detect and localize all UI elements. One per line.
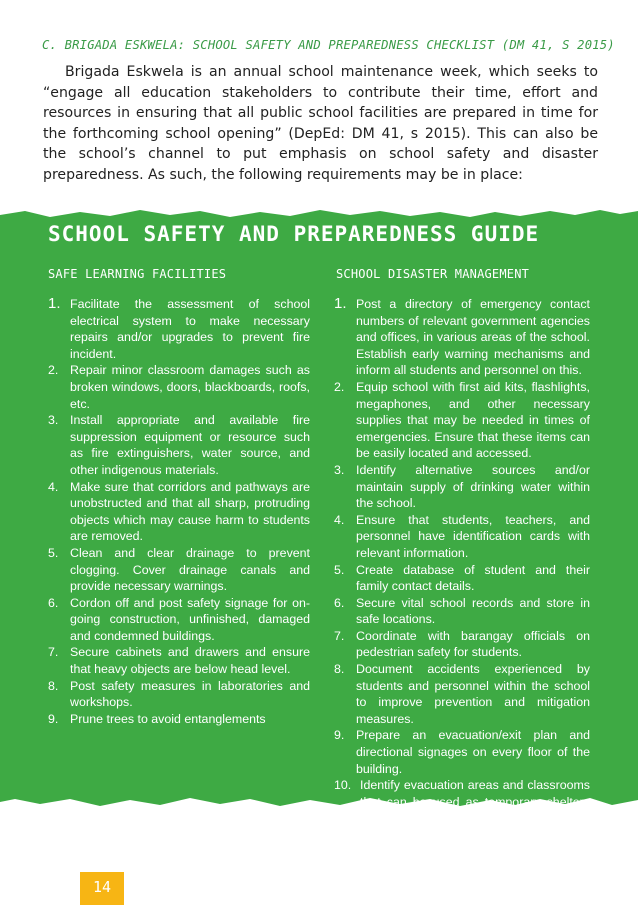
list-item (334, 777, 590, 827)
list-item (48, 678, 310, 711)
safe-facilities-list (48, 296, 310, 727)
right-column-heading: SCHOOL DISASTER MANAGEMENT (336, 267, 530, 281)
item-text: Facilitate the assessment of school electrical system to make necessary repairs and/or upgrades to prevent fire incident. (70, 297, 310, 361)
list-item (334, 379, 590, 462)
item-text: Ensure that students, teachers, and personnel have identification cards with relevant information. (356, 512, 590, 560)
item-number: 4. (48, 479, 59, 494)
item-number: 3. (48, 413, 59, 428)
list-item (334, 628, 590, 661)
left-column-heading: SAFE LEARNING FACILITIES (48, 267, 227, 281)
list-item (48, 296, 310, 362)
item-number: 9. (334, 728, 345, 743)
list-item (48, 644, 310, 677)
item-text: Cordon off and post safety signage for on-going construction, unfinished, damaged and condemned buildings. (70, 595, 310, 643)
item-number: 2. (334, 379, 345, 394)
item-number: 5. (334, 562, 345, 577)
list-item (334, 661, 590, 727)
list-item (48, 711, 310, 728)
item-number: 1. (334, 295, 347, 312)
list-item (48, 479, 310, 545)
list-item (334, 562, 590, 595)
page-number-tab (80, 872, 124, 905)
list-item (48, 362, 310, 412)
page-number: 14 (92, 878, 112, 896)
list-item (48, 595, 310, 645)
item-text: Post a directory of emergency contact numbers of relevant government agencies and offices, in various areas of the school. Establish early warning mechanisms and inform all students and personnel on this. (356, 297, 590, 378)
list-item (334, 727, 590, 777)
item-text: Document accidents experienced by students and personnel within the school to improve prevention and mitigation measures. (356, 662, 590, 726)
item-text: Prune trees to avoid entanglements (70, 711, 266, 726)
item-text: Equip school with first aid kits, flashlights, megaphones, and other necessary supplies that may be needed in times of emergencies. Ensure that these items can be easily located and accessed. (356, 379, 590, 461)
item-text: Secure vital school records and store in safe locations. (356, 595, 590, 627)
item-text: Post safety measures in laboratories and workshops. (70, 678, 310, 710)
item-text: Identify alternative sources and/or maintain supply of drinking water within the school. (356, 462, 590, 511)
item-text: Coordinate with barangay officials on pedestrian safety for students. (356, 628, 590, 660)
disaster-management-list (334, 296, 590, 827)
item-number: 9. (48, 711, 59, 726)
list-item (334, 462, 590, 512)
item-number: 8. (334, 662, 345, 677)
guide-title: SCHOOL SAFETY AND PREPAREDNESS GUIDE (48, 222, 540, 246)
list-item (334, 512, 590, 562)
item-number: 7. (334, 628, 345, 643)
item-text: Secure cabinets and drawers and ensure that heavy objects are below head level. (70, 645, 310, 677)
item-number: 3. (334, 462, 345, 477)
item-number: 10. (334, 778, 352, 793)
item-number: 2. (48, 363, 59, 378)
list-item (334, 595, 590, 628)
item-number: 5. (48, 545, 59, 560)
list-item (48, 545, 310, 595)
item-number: 7. (48, 645, 59, 660)
section-title: C. BRIGADA ESKWELA: SCHOOL SAFETY AND PREPAREDNESS CHECKLIST (DM 41, S 2015) (42, 38, 615, 52)
item-number: 6. (48, 595, 59, 610)
item-text: Make sure that corridors and pathways are unobstructed and that all sharp, protruding objects which may cause harm to students are removed. (70, 479, 310, 544)
item-number: 8. (48, 678, 59, 693)
intro-paragraph: Brigada Eskwela is an annual school maintenance week, which seeks to “engage all education stakeholders to contribute their time, effort and resources in ensuring that all public school facilities are prepared in time for the forthcoming school opening” (DepEd: DM 41, s 2015). This can also be the school’s channel to put emphasis on school safety and disaster preparedness. As such, the following requirements may be in place: (43, 64, 598, 183)
item-number: 4. (334, 512, 345, 527)
item-text: Repair minor classroom damages such as broken windows, doors, blackboards, roofs, etc. (70, 363, 310, 411)
item-text: Create database of student and their family contact details. (356, 562, 590, 594)
item-number: 1. (48, 295, 61, 312)
list-item (48, 412, 310, 478)
item-text: Clean and clear drainage to prevent clogging. Cover drainage canals and provide necessary warnings. (70, 545, 310, 594)
item-text: Install appropriate and available fire suppression equipment or resource such as fire extinguishers, water source, and other indigenous materials. (70, 413, 310, 477)
list-item (334, 296, 590, 379)
item-text: Identify evacuation areas and classrooms that can be used as temporary shelters during disasters and emergencies. (360, 778, 590, 826)
item-text: Prepare an evacuation/exit plan and directional signages on every floor of the building. (356, 728, 590, 776)
item-number: 6. (334, 595, 345, 610)
